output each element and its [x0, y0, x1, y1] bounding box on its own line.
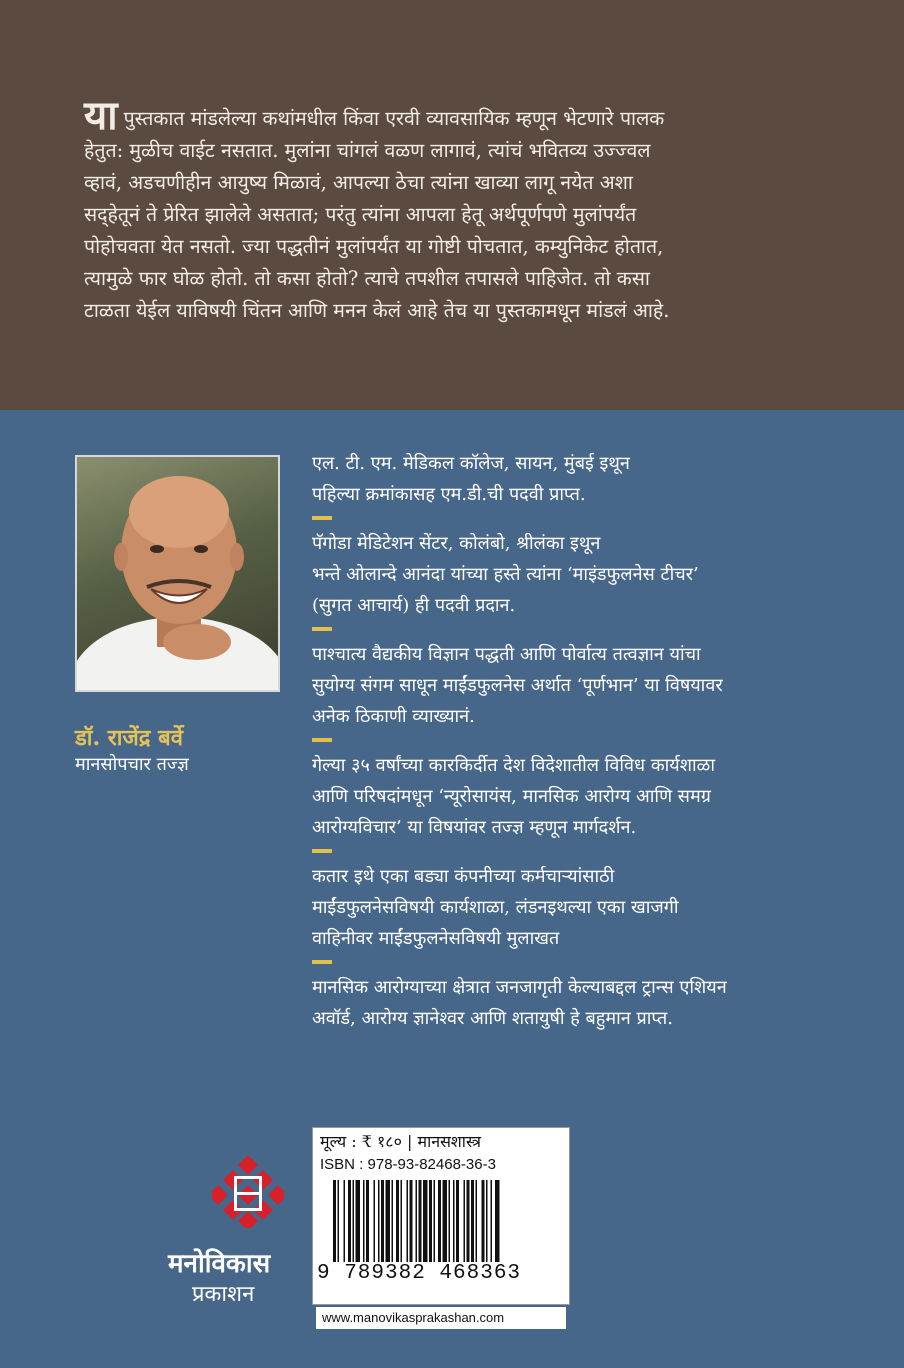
bio-item: एल. टी. एम. मेडिकल कॉलेज, सायन, मुंबई इथून पहिल्या क्रमांकासह एम.डी.ची पदवी प्राप्त. [312, 453, 630, 505]
barcode-panel [312, 1127, 570, 1305]
barcode-bar [378, 1180, 380, 1262]
barcode-bar [416, 1180, 418, 1262]
author-photo [75, 455, 280, 692]
bio-item: पॅगोडा मेडिटेशन सेंटर, कोलंबो, श्रीलंका इथून भन्ते ओलान्दे आनंदा यांच्या हस्ते त्यांना ‘माइंडफुलनेस टीचर’ (सुगत आचार्य) ही पदवी प्रदान. [312, 533, 699, 616]
separator-dash [312, 738, 332, 742]
author-role: मानसोपचार तज्ज्ञ [75, 754, 189, 775]
barcode-bars [333, 1180, 553, 1262]
isbn-text: ISBN : 978-93-82468-36-3 [320, 1156, 496, 1173]
author-bio [312, 448, 892, 1034]
barcode-bar [401, 1180, 403, 1262]
barcode-bar [443, 1180, 448, 1262]
intro-dropcap: या [84, 92, 118, 139]
barcode-bar [456, 1180, 459, 1262]
publisher-name: मनोविकास [168, 1249, 271, 1279]
intro-line: यापुस्तकात मांडलेल्या कथांमधील किंवा एरवी व्यावसायिक म्हणून भेटणारे पालक [84, 92, 665, 139]
separator-dash [312, 627, 332, 631]
barcode-bar [467, 1180, 470, 1262]
barcode-bar [353, 1180, 355, 1262]
intro-line: त्यामुळे फार घोळ होतो. तो कसा होतो? त्याचे तपशील तपासले पाहिजेत. तो कसा [84, 267, 650, 290]
barcode-bar [374, 1180, 376, 1262]
barcode-bar [471, 1180, 474, 1262]
barcode-bar [386, 1180, 391, 1262]
publisher-subtitle: प्रकाशन [192, 1282, 255, 1307]
separator-dash [312, 960, 332, 964]
barcode-bar [348, 1180, 351, 1262]
separator-dash [312, 516, 332, 520]
barcode-bar [392, 1180, 394, 1262]
barcode-bar [482, 1180, 485, 1262]
barcode-bar [429, 1180, 432, 1262]
author-name: डॉ. राजेंद्र बर्वे [75, 725, 183, 751]
bio-item: मानसिक आरोग्याच्या क्षेत्रात जनजागृती केल्याबद्दल ट्रान्स एशियन अवॉर्ड, आरोग्य ज्ञानेश्वर आणि शतायुषी हे बहुमान प्राप्त. [312, 977, 727, 1029]
barcode-bar [438, 1180, 441, 1262]
intro-paragraph [84, 92, 854, 327]
barcode-bar [396, 1180, 399, 1262]
bio-item: पाश्चात्य वैद्यकीय विज्ञान पद्धती आणि पोर्वात्य तत्वज्ञान यांचा सुयोग्य संगम साधून माईंडफुलनेस अर्थात ‘पूर्णभान’ या विषयावर अनेक ठिकाणी व्याख्यानं. [312, 644, 723, 727]
publisher-logo-icon [212, 1156, 284, 1232]
separator-dash [312, 849, 332, 853]
barcode-bar [366, 1180, 369, 1262]
intro-line: व्हावं, अडचणीहीन आयुष्य मिळावं, आपल्या ठेचा त्यांना खाव्या लागू नयेत अशा [84, 171, 633, 194]
intro-line: पोहोचवता येत नसतो. ज्या पद्धतीनं मुलांपर्यंत या गोष्टी पोचतात, कम्युनिकेट होतात, [84, 235, 664, 258]
intro-line: टाळता येईल याविषयी चिंतन आणि मनन केलं आहे तेच या पुस्तकामधून मांडलं आहे. [84, 299, 670, 322]
barcode-bar [407, 1180, 409, 1262]
barcode-bar [449, 1180, 451, 1262]
barcode-bar [453, 1180, 455, 1262]
barcode-bar [434, 1180, 436, 1262]
barcode-bar [363, 1180, 365, 1262]
intro-line: हेतुत: मुळीच वाईट नसतात. मुलांना चांगलं वळण लागावं, त्यांचं भवितव्य उज्ज्वल [84, 139, 651, 162]
barcode-bar [423, 1180, 428, 1262]
barcode-bar [333, 1180, 336, 1262]
barcode-bar [344, 1180, 346, 1262]
bio-item: कतार इथे एका बड्या कंपनीच्या कर्मचाऱ्यांसाठी माईंडफुलनेसविषयी कार्यशाळा, लंडनइथल्या एका खाजगी वाहिनीवर माईंडफुलनेसविषयी मुलाखत [312, 866, 679, 949]
barcode-bar [495, 1180, 500, 1262]
bio-item: गेल्या ३५ वर्षांच्या कारकिर्दीत देश विदेशातील विविध कार्यशाळा आणि परिषदांमधून ‘न्यूरोसायंस, मानसिक आरोग्य आणि समग्र आरोग्यविचार’ या विषयांवर तज्ज्ञ म्हणून मार्गदर्शन. [312, 755, 715, 838]
barcode-bar [410, 1180, 413, 1262]
barcode-bar [419, 1180, 422, 1262]
barcode-bar [381, 1180, 384, 1262]
intro-line: सद्हेतूनं ते प्रेरित झालेले असतात; परंतु त्यांना आपला हेतू अर्थपूर्णपणे मुलांपर्यंत [84, 203, 637, 226]
barcode-bar [356, 1180, 361, 1262]
barcode-bar [476, 1180, 478, 1262]
barcode-bar [464, 1180, 466, 1262]
barcode-bar [491, 1180, 493, 1262]
barcode-number: 9 789382 468363 [317, 1262, 522, 1285]
price-category: मूल्य : ₹ १८० | मानसशास्त्र [320, 1132, 481, 1151]
publisher-website: www.manovikasprakashan.com [316, 1307, 566, 1329]
barcode-bar [338, 1180, 340, 1262]
barcode-bar [486, 1180, 488, 1262]
